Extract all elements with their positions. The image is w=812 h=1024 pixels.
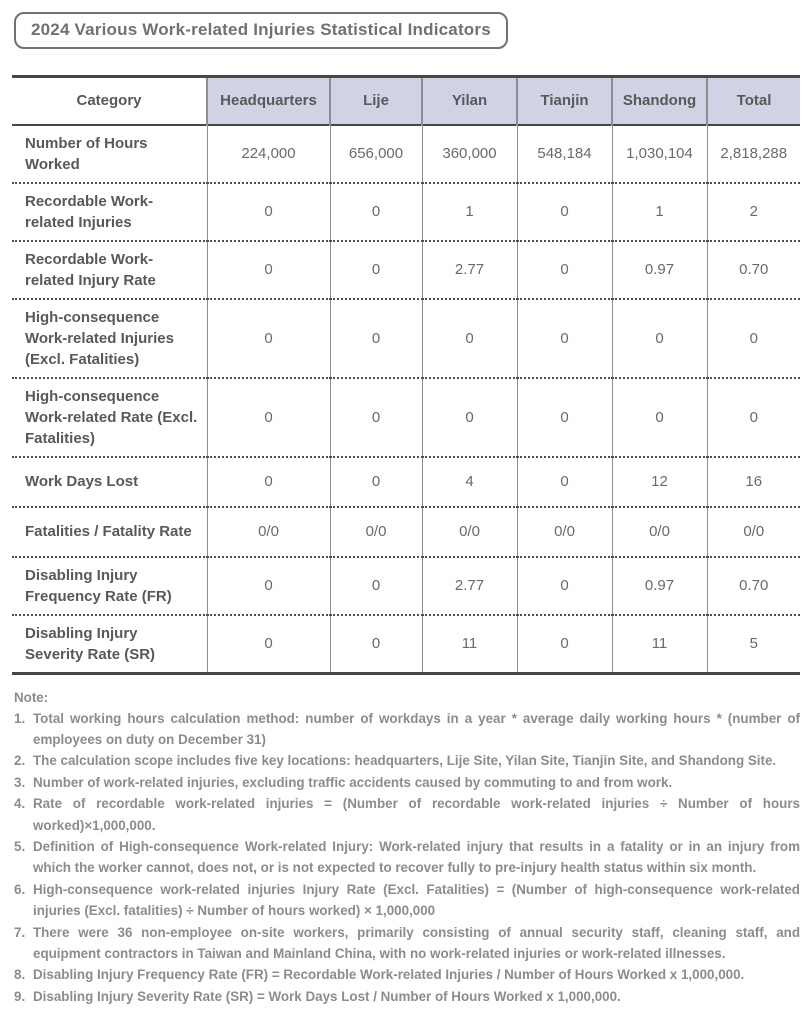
row-label: Disabling Injury Frequency Rate (FR) <box>25 566 172 605</box>
cell-value: 0 <box>422 299 517 378</box>
notes-list <box>12 708 800 1008</box>
cell-value: 4 <box>422 457 517 507</box>
table-row-high-consequence-work-related-rate-excl-fatalities <box>12 378 800 457</box>
cell-value: 2 <box>707 183 800 241</box>
cell-value: 0.97 <box>612 557 707 615</box>
cell-value: 0 <box>612 378 707 457</box>
note-number: 9. <box>14 988 26 1004</box>
cell-value: 0 <box>707 378 800 457</box>
cell-value: 0 <box>330 378 422 457</box>
cell-value: 0 <box>330 457 422 507</box>
note-item <box>14 750 800 771</box>
cell-value: 0 <box>517 183 612 241</box>
column-header-total: Total <box>707 77 800 125</box>
table-row-number-of-hours-worked <box>12 125 800 183</box>
note-number: 5. <box>14 838 26 854</box>
note-item <box>14 836 800 879</box>
row-label: High-consequence Work-related Rate (Excl. Fatalities) <box>25 387 198 447</box>
cell-value: 0 <box>207 615 330 674</box>
cell-value: 0.70 <box>707 557 800 615</box>
row-label: High-consequence Work-related Injuries (Excl. Fatalities) <box>25 308 174 368</box>
cell-value: 0 <box>517 241 612 299</box>
cell-value: 0 <box>207 378 330 457</box>
note-number: 2. <box>14 753 26 769</box>
note-item <box>14 793 800 836</box>
page-title-box <box>14 12 508 49</box>
cell-value: 1,030,104 <box>612 125 707 183</box>
note-number: 7. <box>14 924 26 940</box>
cell-value: 1 <box>612 183 707 241</box>
cell-value: 0 <box>612 299 707 378</box>
row-label: Recordable Work-related Injuries <box>25 192 154 231</box>
cell-value: 0/0 <box>612 507 707 557</box>
cell-value: 0/0 <box>422 507 517 557</box>
row-label: Number of Hours Worked <box>25 134 148 173</box>
cell-value: 0 <box>517 378 612 457</box>
cell-value: 0 <box>207 557 330 615</box>
cell-value: 0 <box>330 241 422 299</box>
table-row-disabling-injury-frequency-rate-fr <box>12 557 800 615</box>
column-header-shandong: Shandong <box>612 77 707 125</box>
table-row-recordable-work-related-injuries <box>12 183 800 241</box>
note-number: 4. <box>14 796 26 812</box>
cell-value: 0 <box>422 378 517 457</box>
table-header-row <box>12 77 800 125</box>
cell-value: 5 <box>707 615 800 674</box>
cell-value: 360,000 <box>422 125 517 183</box>
note-text: Definition of High-consequence Work-related Injury: Work-related injury that results in a fatality or in an injury from which the worker cannot, does not, or is not expected to recover fully to pre-injury health status within six month. <box>33 838 800 876</box>
cell-value: 548,184 <box>517 125 612 183</box>
cell-value: 0 <box>207 241 330 299</box>
cell-value: 12 <box>612 457 707 507</box>
note-item <box>14 772 800 793</box>
cell-value: 656,000 <box>330 125 422 183</box>
column-header-tianjin: Tianjin <box>517 77 612 125</box>
table-row-disabling-injury-severity-rate-sr <box>12 615 800 674</box>
table-row-high-consequence-work-related-injuries-excl-fatalities <box>12 299 800 378</box>
cell-value: 0 <box>330 557 422 615</box>
table-row-work-days-lost <box>12 457 800 507</box>
note-text: Disabling Injury Frequency Rate (FR) = Recordable Work-related Injuries / Number of Hours Worked x 1,000,000. <box>33 967 745 983</box>
note-text: Number of work-related injuries, excluding traffic accidents caused by commuting to and from work. <box>33 774 673 790</box>
note-text: High-consequence work-related injuries Injury Rate (Excl. Fatalities) = (Number of high-consequence work-related injuries (Excl. fatalities) ÷ Number of hours worked) × 1,000,000 <box>33 881 800 919</box>
cell-value: 2.77 <box>422 241 517 299</box>
column-header-category: Category <box>76 92 142 110</box>
cell-value: 0/0 <box>330 507 422 557</box>
row-label: Disabling Injury Severity Rate (SR) <box>25 624 156 663</box>
table-row-recordable-work-related-injury-rate <box>12 241 800 299</box>
note-item <box>14 922 800 965</box>
cell-value: 16 <box>707 457 800 507</box>
column-header-lije: Lije <box>330 77 422 125</box>
note-text: The calculation scope includes five key locations: headquarters, Lije Site, Yilan Site, Tianjin Site, and Shandong Site. <box>33 753 777 769</box>
cell-value: 0 <box>330 299 422 378</box>
cell-value: 2,818,288 <box>707 125 800 183</box>
note-number: 1. <box>14 710 26 726</box>
cell-value: 0/0 <box>517 507 612 557</box>
cell-value: 2.77 <box>422 557 517 615</box>
note-text: Total working hours calculation method: number of workdays in a year * average daily working hours * (number of employees on duty on December 31) <box>33 710 800 747</box>
injuries-table <box>12 75 800 675</box>
note-text: Rate of recordable work-related injuries = (Number of recordable work-related injuries ÷ Number of hours worked)×1,000,000. <box>33 796 800 833</box>
cell-value: 0 <box>207 183 330 241</box>
cell-value: 0/0 <box>207 507 330 557</box>
note-number: 3. <box>14 774 26 790</box>
notes-section <box>12 687 800 1008</box>
table-row-fatalities-fatality-rate <box>12 507 800 557</box>
note-item <box>14 879 800 922</box>
note-text: There were 36 non-employee on-site workers, primarily consisting of annual security staff, cleaning staff, and equipment contractors in Taiwan and Mainland China, with no work-related injuries or work-related illnesses. <box>33 924 800 961</box>
note-item <box>14 986 800 1007</box>
column-header-headquarters: Headquarters <box>207 77 330 125</box>
cell-value: 0 <box>517 557 612 615</box>
cell-value: 0 <box>330 183 422 241</box>
column-header-yilan: Yilan <box>422 77 517 125</box>
cell-value: 0 <box>517 615 612 674</box>
cell-value: 0 <box>517 457 612 507</box>
cell-value: 0/0 <box>707 507 800 557</box>
cell-value: 0 <box>517 299 612 378</box>
row-label: Fatalities / Fatality Rate <box>25 523 192 540</box>
cell-value: 11 <box>422 615 517 674</box>
cell-value: 224,000 <box>207 125 330 183</box>
note-number: 6. <box>14 881 26 897</box>
table-body <box>12 125 800 674</box>
notes-heading: Note: <box>14 689 49 705</box>
cell-value: 1 <box>422 183 517 241</box>
note-item <box>14 708 800 751</box>
cell-value: 11 <box>612 615 707 674</box>
cell-value: 0 <box>207 299 330 378</box>
note-text: Disabling Injury Severity Rate (SR) = Work Days Lost / Number of Hours Worked x 1,000,000. <box>33 988 621 1004</box>
cell-value: 0 <box>207 457 330 507</box>
cell-value: 0.97 <box>612 241 707 299</box>
note-item <box>14 964 800 985</box>
cell-value: 0 <box>330 615 422 674</box>
row-label: Recordable Work-related Injury Rate <box>25 250 156 289</box>
cell-value: 0.70 <box>707 241 800 299</box>
cell-value: 0 <box>707 299 800 378</box>
page-title: 2024 Various Work-related Injuries Statistical Indicators <box>31 20 491 39</box>
row-label: Work Days Lost <box>25 473 139 490</box>
note-number: 8. <box>14 967 26 983</box>
